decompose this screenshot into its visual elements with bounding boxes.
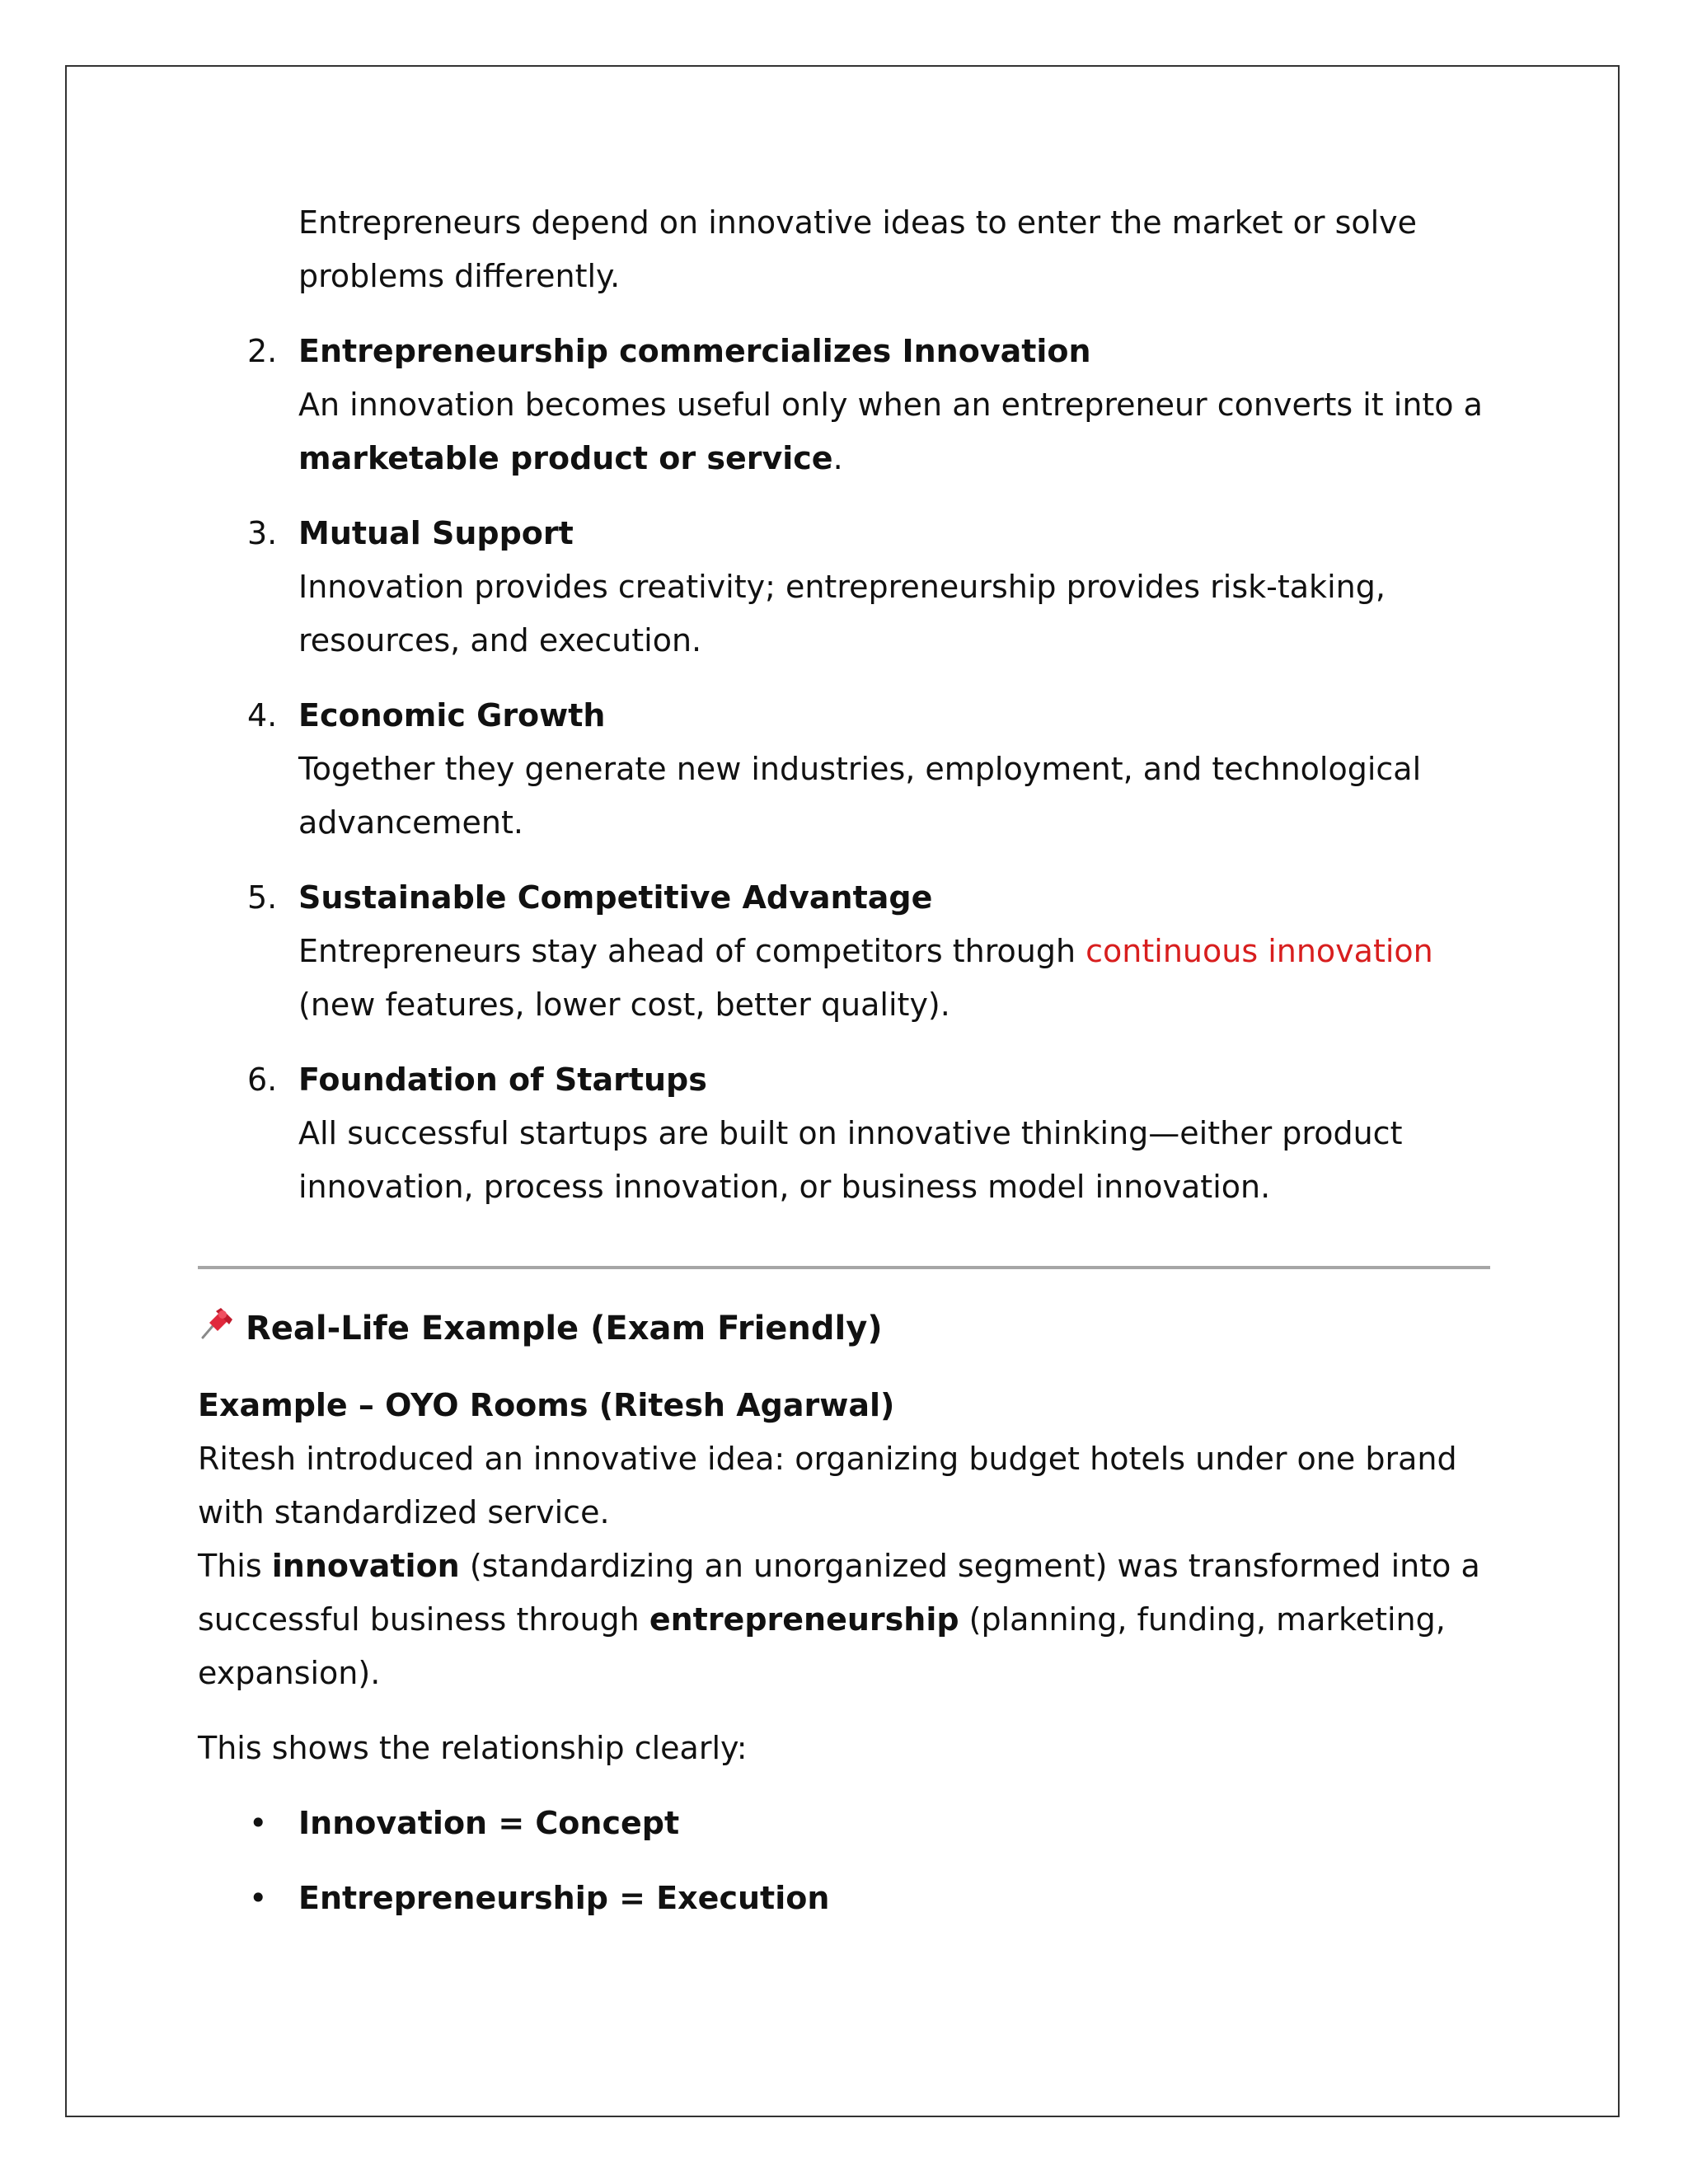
list-item	[198, 871, 1517, 1032]
point-text: An innovation becomes useful only when an entrepreneur converts it into a	[298, 387, 1483, 423]
document-content	[198, 196, 1517, 1947]
intro-text: Entrepreneurs depend on innovative ideas to enter the market or solve problems differently.	[298, 204, 1418, 294]
list-number: 2.	[247, 333, 278, 369]
list-number: 4.	[247, 697, 278, 733]
example-text-mid: (standardizing an unorganized segment) was transformed into a successful business through	[198, 1547, 1480, 1638]
point-text: All successful startups are built on innovative thinking—either product innovation, process innovation, or business model innovation.	[298, 1115, 1403, 1205]
bullet-icon: •	[249, 1804, 268, 1841]
example-text-end: (planning, funding, marketing, expansion).	[198, 1601, 1446, 1691]
point-heading: Entrepreneurship commercializes Innovation	[298, 333, 1091, 369]
highlighted-text: continuous innovation	[1085, 933, 1433, 969]
pushpin-icon	[198, 1304, 234, 1357]
list-item	[198, 1797, 1517, 1850]
point-heading: Foundation of Startups	[298, 1062, 707, 1098]
point-text-end: (new features, lower cost, better quality).	[298, 987, 950, 1023]
point-text: Entrepreneurs stay ahead of competitors through	[298, 933, 1086, 969]
relationship-text: Entrepreneurship = Execution	[298, 1879, 830, 1916]
list-number: 5.	[247, 879, 278, 916]
point-heading: Economic Growth	[298, 697, 606, 733]
list-item	[198, 1872, 1517, 1925]
list-number: 6.	[247, 1062, 278, 1098]
point-text: Together they generate new industries, employment, and technological advancement.	[298, 751, 1422, 841]
list-number: 3.	[247, 515, 278, 551]
section-divider	[198, 1266, 1490, 1269]
list-item	[198, 325, 1517, 485]
example-line-2	[198, 1540, 1517, 1700]
bullet-icon: •	[249, 1879, 268, 1916]
point-heading: Mutual Support	[298, 515, 574, 551]
point-heading: Sustainable Competitive Advantage	[298, 879, 933, 916]
list-item	[198, 507, 1517, 668]
entrepreneurship-bold: entrepreneurship	[649, 1601, 959, 1638]
example-heading: Example – OYO Rooms (Ritesh Agarwal)	[198, 1386, 895, 1423]
relationship-text: Innovation = Concept	[298, 1804, 680, 1841]
innovation-bold: innovation	[271, 1547, 460, 1584]
list-item	[198, 1053, 1517, 1214]
point-text-end: .	[832, 440, 843, 476]
list-item	[198, 689, 1517, 850]
example-section-title	[198, 1302, 1517, 1357]
example-line-1: Ritesh introduced an innovative idea: organizing budget hotels under one brand with standardized service.	[198, 1440, 1457, 1530]
point-bold-text: marketable product or service	[298, 440, 833, 476]
relationship-intro: This shows the relationship clearly:	[198, 1729, 748, 1766]
point-text: Innovation provides creativity; entrepreneurship provides risk-taking, resources, and execution.	[298, 569, 1386, 658]
example-title-text: Real-Life Example (Exam Friendly)	[246, 1310, 883, 1347]
example-text: This	[198, 1547, 272, 1584]
points-list	[198, 325, 1517, 1214]
relationship-list	[198, 1797, 1517, 1925]
